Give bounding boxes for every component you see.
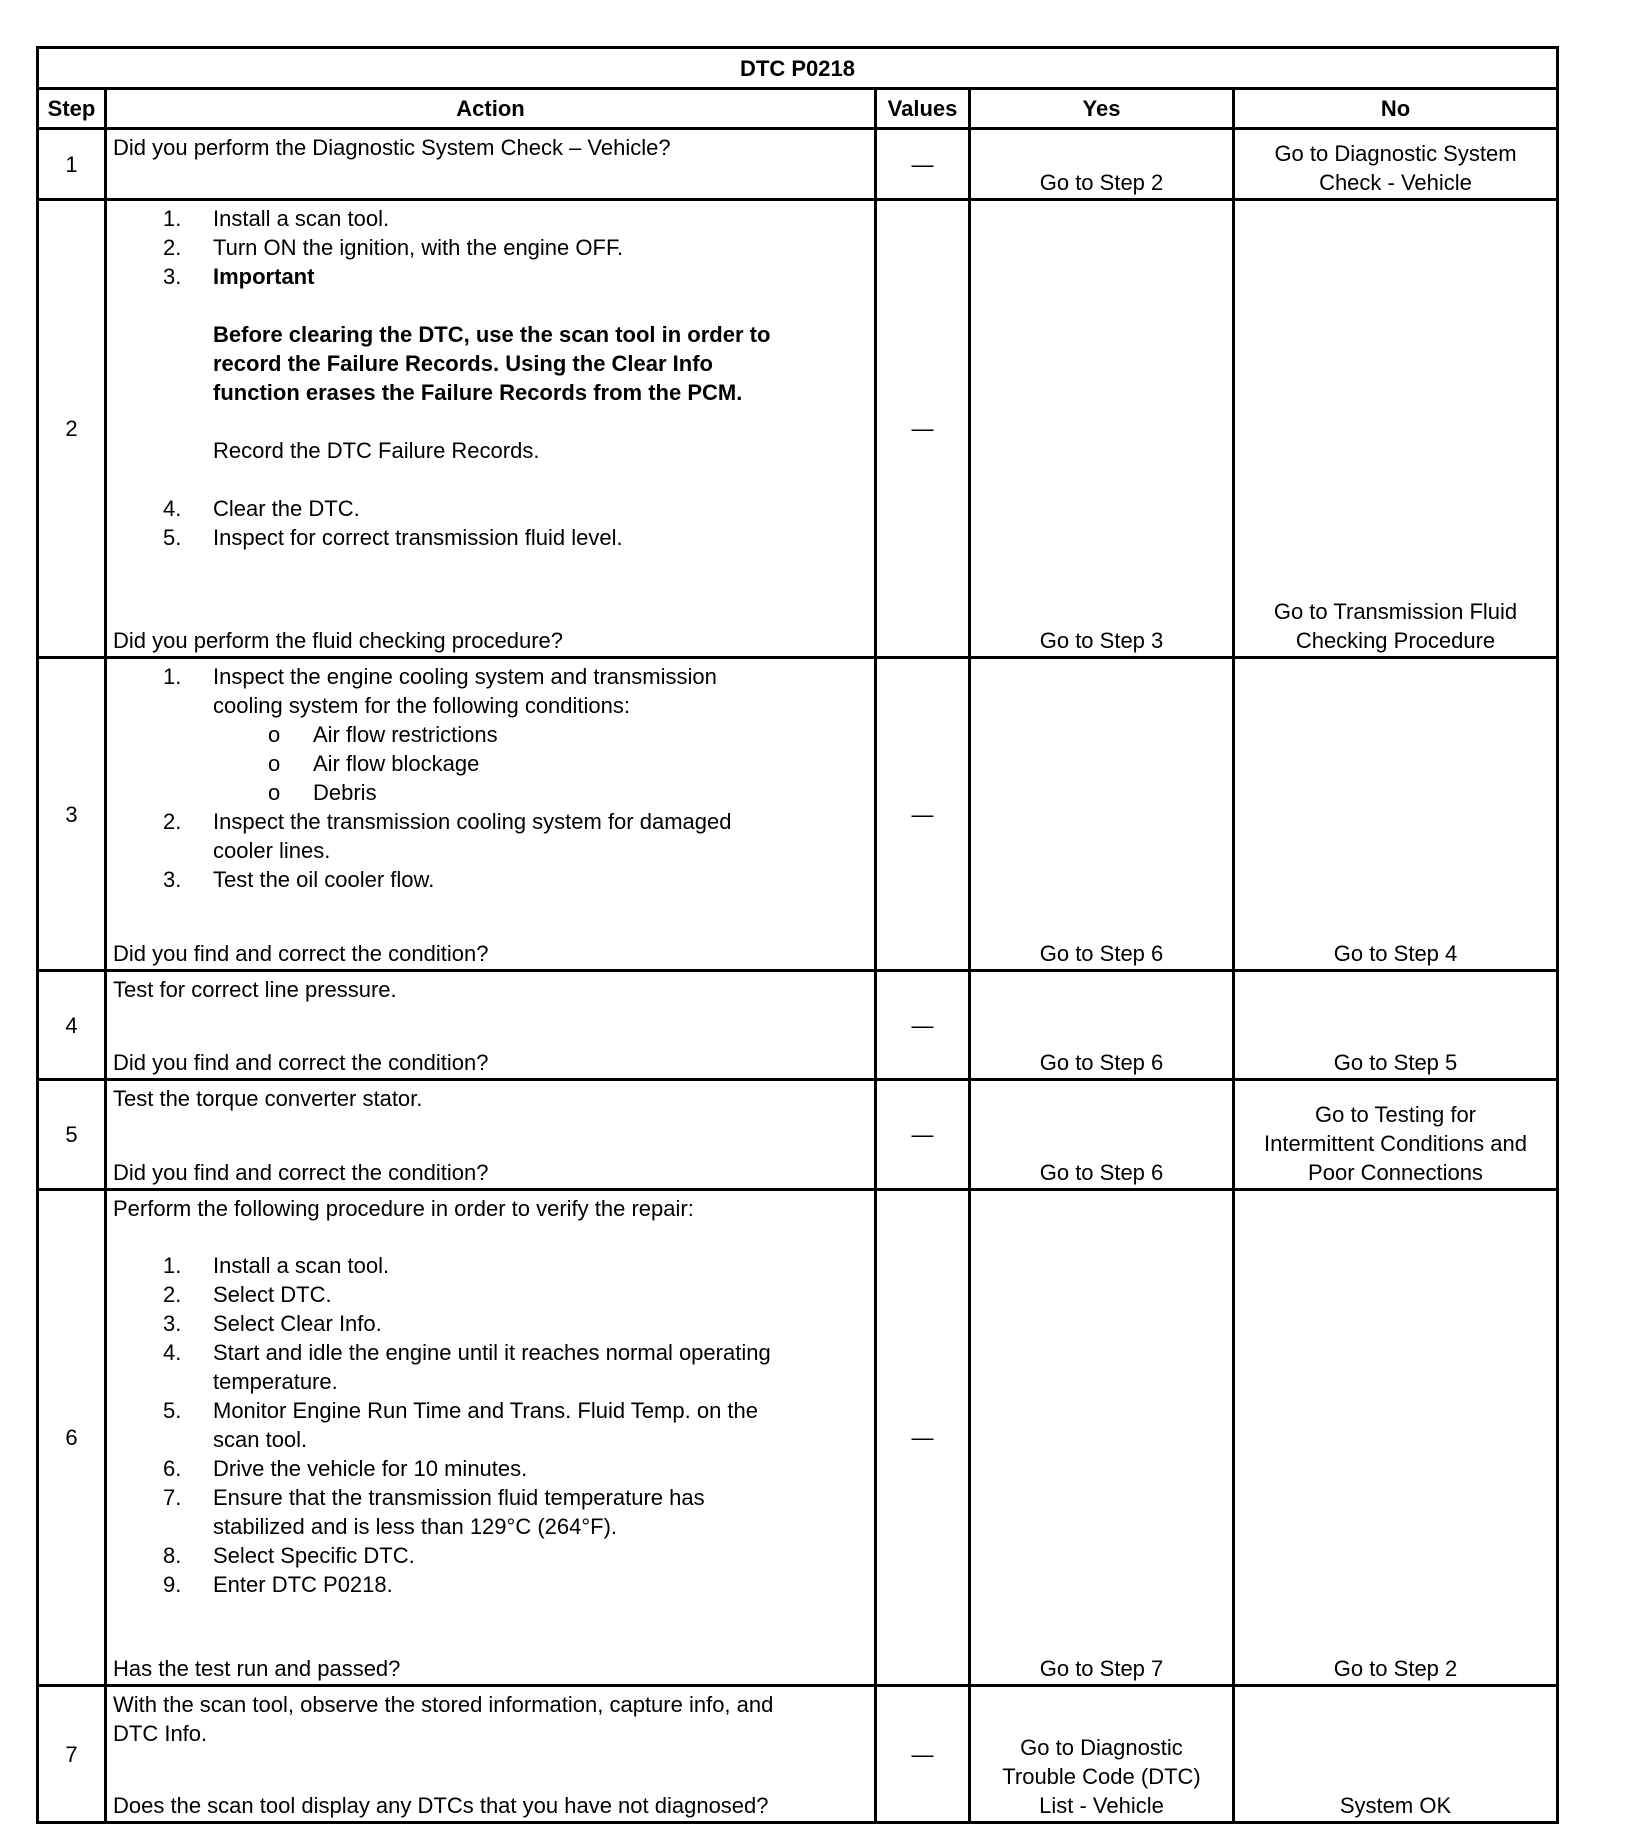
list-item: 1. Install a scan tool. <box>163 206 390 231</box>
step-number: 4 <box>39 972 104 1078</box>
values-cell: — <box>877 201 968 656</box>
list-item: 8. Select Specific DTC. <box>163 1543 415 1568</box>
no-link-line[interactable]: Go to Diagnostic System <box>1274 141 1517 166</box>
action-cell <box>107 972 874 1078</box>
no-link-line[interactable]: Poor Connections <box>1308 1160 1483 1185</box>
step-number: 6 <box>39 1191 104 1684</box>
yes-cell <box>971 201 1232 656</box>
yes-link[interactable]: Go to Step 6 <box>1039 1050 1164 1075</box>
yes-link[interactable]: Go to Step 6 <box>1039 1160 1164 1185</box>
list-item: 2. Inspect the transmission cooling system for damaged cooler lines. <box>163 809 732 863</box>
question: Did you perform the fluid checking procedure? <box>113 628 564 653</box>
yes-link-line[interactable]: List - Vehicle <box>1039 1793 1164 1818</box>
action-cell <box>107 659 874 969</box>
no-link[interactable]: Go to Step 4 <box>1333 941 1458 966</box>
list-item: 7. Ensure that the transmission fluid temperature has stabilized and is less than 129°C (264°F). <box>163 1485 705 1539</box>
header-no: No <box>1235 90 1556 127</box>
action-cell <box>107 130 874 198</box>
list-item: 6. Drive the vehicle for 10 minutes. <box>163 1456 528 1481</box>
action-text: Test the torque converter stator. <box>113 1086 423 1111</box>
question: Has the test run and passed? <box>113 1656 401 1681</box>
list-item: 1. Install a scan tool. <box>163 1253 390 1278</box>
no-link-line[interactable]: Check - Vehicle <box>1319 170 1472 195</box>
header-action: Action <box>107 90 874 127</box>
list-item: 3. Test the oil cooler flow. <box>163 867 435 892</box>
list-item: 5. Inspect for correct transmission fluid level. <box>163 525 623 550</box>
step-number: 3 <box>39 659 104 969</box>
yes-cell <box>971 1081 1232 1188</box>
question: Does the scan tool display any DTCs that you have not diagnosed? <box>113 1793 769 1818</box>
question: Did you find and correct the condition? <box>113 941 489 966</box>
no-cell <box>1235 130 1556 198</box>
yes-link[interactable]: Go to Step 3 <box>1039 628 1164 653</box>
no-cell <box>1235 659 1556 969</box>
header-values: Values <box>877 90 968 127</box>
list-item: 4. Clear the DTC. <box>163 496 360 521</box>
action-text: With the scan tool, observe the stored information, capture info, and DTC Info. <box>113 1692 774 1746</box>
step-number: 1 <box>39 130 104 198</box>
step-number: 7 <box>39 1687 104 1821</box>
bullet-item: o Debris <box>268 780 377 805</box>
no-cell <box>1235 1687 1556 1821</box>
values-cell: — <box>877 1191 968 1684</box>
action-cell <box>107 1687 874 1821</box>
dtc-table <box>36 46 1559 1824</box>
no-cell <box>1235 1191 1556 1684</box>
values-cell: — <box>877 1081 968 1188</box>
action-text: Perform the following procedure in order to verify the repair: <box>113 1196 694 1221</box>
no-link[interactable]: Go to Step 2 <box>1333 1656 1458 1681</box>
action-cell <box>107 1081 874 1188</box>
values-cell: — <box>877 1687 968 1821</box>
step-number: 2 <box>39 201 104 656</box>
yes-link[interactable]: Go to Step 6 <box>1039 941 1164 966</box>
yes-link-line[interactable]: Go to Diagnostic <box>1020 1735 1183 1760</box>
step-number: 5 <box>39 1081 104 1188</box>
record-instruction: Record the DTC Failure Records. <box>213 438 540 463</box>
values-cell: — <box>877 130 968 198</box>
no-link-line[interactable]: Intermittent Conditions and <box>1264 1131 1527 1156</box>
list-item: 2. Turn ON the ignition, with the engine OFF. <box>163 235 624 260</box>
action-cell <box>107 1191 874 1684</box>
values-cell: — <box>877 659 968 969</box>
yes-cell <box>971 972 1232 1078</box>
question: Did you find and correct the condition? <box>113 1050 489 1075</box>
list-item: 4. Start and idle the engine until it reaches normal operating temperature. <box>163 1340 771 1394</box>
table-title: DTC P0218 <box>39 49 1556 87</box>
header-yes: Yes <box>971 90 1232 127</box>
no-cell <box>1235 201 1556 656</box>
no-link[interactable]: Go to Step 5 <box>1333 1050 1458 1075</box>
action-cell <box>107 201 874 656</box>
yes-cell <box>971 130 1232 198</box>
list-item: 1. Inspect the engine cooling system and transmission cooling system for the following conditions: <box>163 664 717 718</box>
list-item: 3. Important <box>163 264 315 289</box>
important-note: Before clearing the DTC, use the scan tool in order to record the Failure Records. Using the Clear Info function erases the Failure Records from the PCM. <box>213 322 771 405</box>
no-cell <box>1235 1081 1556 1188</box>
list-item: 2. Select DTC. <box>163 1282 332 1307</box>
yes-link[interactable]: Go to Step 2 <box>1039 170 1164 195</box>
no-link-line[interactable]: Checking Procedure <box>1295 628 1496 653</box>
question: Did you perform the Diagnostic System Check – Vehicle? <box>113 135 671 160</box>
question: Did you find and correct the condition? <box>113 1160 489 1185</box>
values-cell: — <box>877 972 968 1078</box>
yes-cell <box>971 1687 1232 1821</box>
action-text: Test for correct line pressure. <box>113 977 397 1002</box>
yes-link[interactable]: Go to Step 7 <box>1039 1656 1164 1681</box>
header-step: Step <box>39 90 104 127</box>
list-item: 9. Enter DTC P0218. <box>163 1572 393 1597</box>
list-item: 3. Select Clear Info. <box>163 1311 382 1336</box>
list-item: 5. Monitor Engine Run Time and Trans. Fluid Temp. on the scan tool. <box>163 1398 758 1452</box>
yes-cell <box>971 659 1232 969</box>
bullet-item: o Air flow blockage <box>268 751 480 776</box>
yes-cell <box>971 1191 1232 1684</box>
no-link-line[interactable]: Go to Testing for <box>1314 1102 1476 1127</box>
yes-link-line[interactable]: Trouble Code (DTC) <box>1002 1764 1201 1789</box>
no-link[interactable]: System OK <box>1339 1793 1452 1818</box>
no-cell <box>1235 972 1556 1078</box>
bullet-item: o Air flow restrictions <box>268 722 498 747</box>
no-link-line[interactable]: Go to Transmission Fluid <box>1273 599 1518 624</box>
